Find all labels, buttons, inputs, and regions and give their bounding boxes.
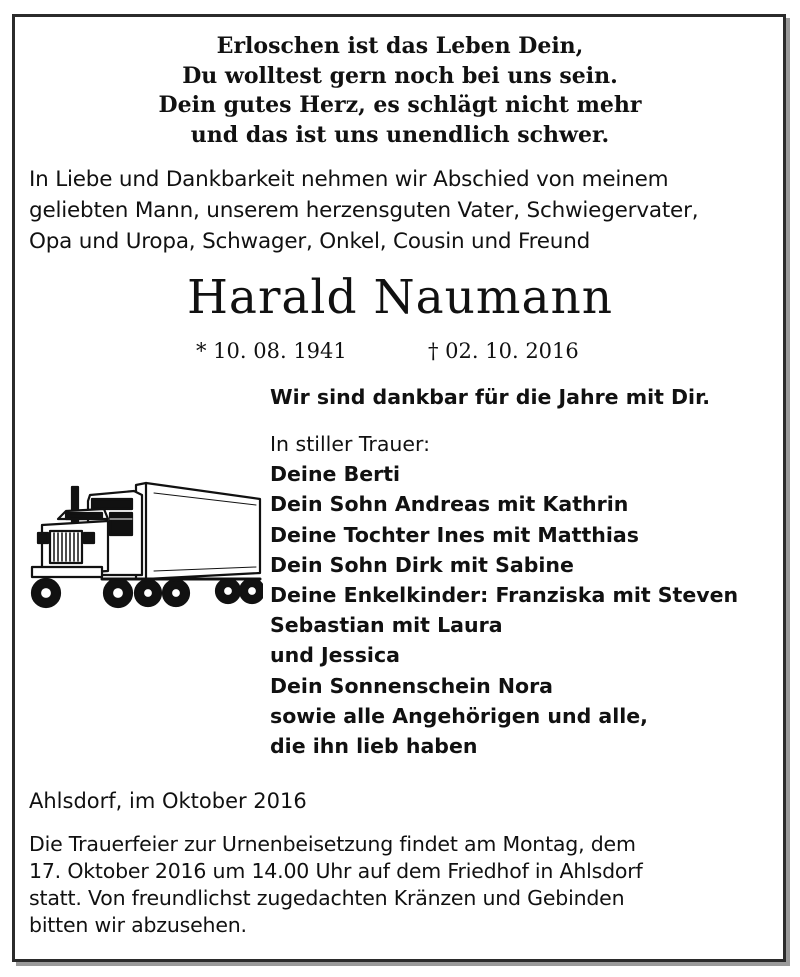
mourner-line: und Jessica: [270, 643, 400, 668]
service-line: Die Trauerfeier zur Urnenbeisetzung findet am Montag, dem: [29, 832, 636, 856]
mourner-line: Deine Enkelkinder: Franziska mit Steven: [270, 583, 739, 608]
mourner-line: die ihn lieb haben: [270, 734, 478, 759]
poem-line: Erloschen ist das Leben Dein,: [216, 33, 584, 59]
intro-line: geliebten Mann, unserem herzensguten Vater, Schwiegervater,: [29, 198, 699, 223]
mourner-line: Dein Sohn Dirk mit Sabine: [270, 552, 574, 577]
place-date: Ahlsdorf, im Oktober 2016: [29, 789, 307, 813]
truck-icon: [28, 475, 263, 615]
intro-text: [29, 164, 789, 257]
mourner-line: Dein Sonnenschein Nora: [270, 673, 554, 698]
mourner-line: Deine Berti: [270, 462, 401, 487]
mourner-line: Dein Sohn Andreas mit Kathrin: [270, 492, 629, 517]
service-line: 17. Oktober 2016 um 14.00 Uhr auf dem Friedhof in Ahlsdorf: [29, 859, 643, 883]
mourner-line: sowie alle Angehörigen und alle,: [270, 703, 648, 728]
poem-line: Dein gutes Herz, es schlägt nicht mehr: [158, 92, 642, 118]
poem: [0, 32, 800, 150]
poem-line: Du wolltest gern noch bei uns sein.: [182, 62, 618, 89]
death-date: † 02. 10. 2016: [428, 339, 579, 363]
service-line: statt. Von freundlichst zugedachten Kränzen und Gebinden: [29, 886, 625, 910]
mourner-line: Sebastian mit Laura: [270, 613, 503, 638]
mourners-list: [270, 429, 790, 761]
mourning-heading: In stiller Trauer:: [270, 432, 430, 456]
intro-line: In Liebe und Dankbarkeit nehmen wir Abschied von meinem: [29, 167, 669, 192]
intro-line: Opa und Uropa, Schwager, Onkel, Cousin und Freund: [29, 229, 591, 254]
deceased-name: Harald Naumann: [186, 270, 614, 325]
poem-line: und das ist uns unendlich schwer.: [190, 121, 610, 148]
service-line: bitten wir abzusehen.: [29, 913, 247, 937]
birth-date: * 10. 08. 1941: [196, 339, 347, 363]
funeral-info: [29, 831, 789, 939]
mourner-line: Deine Tochter Ines mit Matthias: [270, 522, 639, 547]
thanks-line: Wir sind dankbar für die Jahre mit Dir.: [270, 385, 711, 409]
